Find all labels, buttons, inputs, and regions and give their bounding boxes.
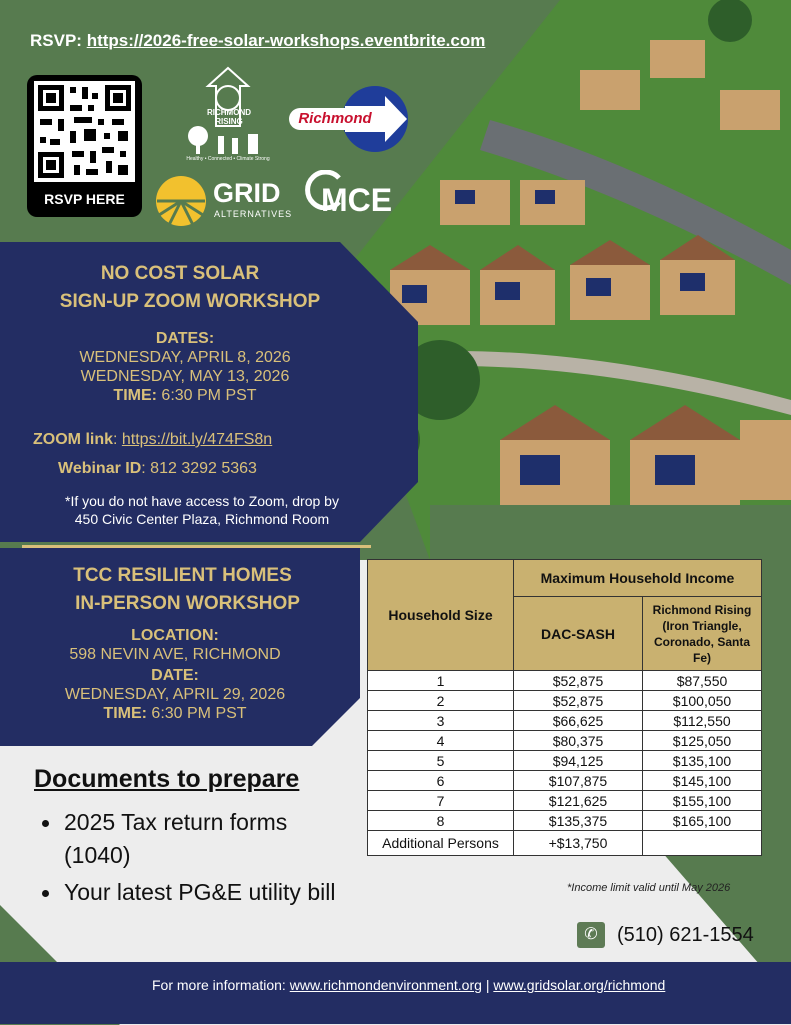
table-row bbox=[368, 691, 762, 711]
zoom-title-line1: NO COST SOLAR bbox=[100, 263, 260, 284]
grid-sub-text: ALTERNATIVES bbox=[214, 209, 293, 219]
table-row bbox=[368, 831, 762, 856]
city-of-richmond-logo bbox=[287, 84, 412, 154]
table-row bbox=[368, 771, 762, 791]
rsvp-label: RSVP: bbox=[30, 31, 82, 50]
footer-separator: | bbox=[485, 977, 490, 993]
footer-bar bbox=[0, 962, 791, 1024]
table-row bbox=[368, 791, 762, 811]
zoom-link-line: ZOOM link: https://bit.ly/474FS8n bbox=[33, 431, 273, 448]
income-note: *Income limit valid until May 2026 bbox=[567, 882, 731, 894]
cell-dac-sash: $107,875 bbox=[514, 771, 643, 791]
zoom-time-value: 6:30 PM PST bbox=[161, 387, 257, 404]
zoom-time-label: TIME: bbox=[113, 387, 157, 404]
webinar-id: 812 3292 5363 bbox=[150, 460, 257, 477]
zoom-dates-block bbox=[20, 330, 350, 405]
header-richmond-rising: Richmond Rising (Iron Triangle, Coronado, Santa Fe) bbox=[643, 597, 762, 671]
location-label: LOCATION: bbox=[131, 627, 219, 644]
table-row bbox=[368, 751, 762, 771]
inperson-date-label: DATE: bbox=[151, 667, 199, 684]
zoom-title-line2: SIGN-UP ZOOM WORKSHOP bbox=[59, 291, 321, 312]
cell-richmond-rising: $145,100 bbox=[643, 771, 762, 791]
cell-household-size: 3 bbox=[368, 711, 514, 731]
zoom-date-1: WEDNESDAY, APRIL 8, 2026 bbox=[79, 349, 291, 366]
cell-richmond-rising: $135,100 bbox=[643, 751, 762, 771]
webinar-id-line: Webinar ID: 812 3292 5363 bbox=[58, 460, 257, 477]
cell-richmond-rising: $100,050 bbox=[643, 691, 762, 711]
cell-richmond-rising: $165,100 bbox=[643, 811, 762, 831]
inperson-details bbox=[30, 627, 320, 723]
richmond-city-text: Richmond bbox=[298, 110, 372, 127]
zoom-workshop-title bbox=[0, 260, 360, 316]
phone-icon: ✆ bbox=[577, 922, 605, 948]
zoom-note-line2: 450 Civic Center Plaza, Richmond Room bbox=[74, 511, 330, 527]
zoom-date-2: WEDNESDAY, MAY 13, 2026 bbox=[80, 368, 290, 385]
inperson-time-value: 6:30 PM PST bbox=[151, 705, 247, 722]
footer-prefix: For more information: bbox=[152, 977, 286, 993]
footer-info bbox=[152, 977, 665, 993]
cell-richmond-rising: $155,100 bbox=[643, 791, 762, 811]
webinar-label: Webinar ID bbox=[58, 460, 142, 477]
cell-richmond-rising bbox=[643, 831, 762, 856]
zoom-link-label: ZOOM link bbox=[33, 431, 113, 448]
header-dac-sash: DAC-SASH bbox=[514, 597, 643, 671]
richmond-rising-logo bbox=[178, 66, 278, 166]
qr-label: RSVP HERE bbox=[44, 191, 125, 207]
cell-dac-sash: $94,125 bbox=[514, 751, 643, 771]
zoom-access-note bbox=[22, 492, 382, 528]
document-item: 2025 Tax return forms (1040) bbox=[34, 806, 354, 872]
section-divider bbox=[22, 545, 371, 548]
cell-household-size: 8 bbox=[368, 811, 514, 831]
table-row bbox=[368, 711, 762, 731]
cell-dac-sash: +$13,750 bbox=[514, 831, 643, 856]
inperson-date-value: WEDNESDAY, APRIL 29, 2026 bbox=[64, 686, 286, 703]
table-row bbox=[368, 671, 762, 691]
grid-alternatives-logo bbox=[155, 173, 295, 228]
richmond-rising-tagline: Healthy • Connected • Climate Strong bbox=[186, 156, 270, 162]
phone-number[interactable]: (510) 621-1554 bbox=[617, 924, 754, 946]
cell-dac-sash: $80,375 bbox=[514, 731, 643, 751]
cell-richmond-rising: $125,050 bbox=[643, 731, 762, 751]
mce-text: MCE bbox=[321, 182, 393, 218]
cell-household-size: 5 bbox=[368, 751, 514, 771]
cell-dac-sash: $135,375 bbox=[514, 811, 643, 831]
table-body bbox=[368, 671, 762, 856]
grid-text: GRID bbox=[213, 178, 281, 208]
zoom-note-line1: *If you do not have access to Zoom, drop by bbox=[65, 493, 339, 509]
inperson-title-line2: IN-PERSON WORKSHOP bbox=[75, 593, 300, 614]
documents-list bbox=[34, 806, 354, 913]
inperson-time-label: TIME: bbox=[103, 705, 147, 722]
rsvp-line bbox=[30, 31, 485, 51]
cell-household-size: 1 bbox=[368, 671, 514, 691]
cell-dac-sash: $121,625 bbox=[514, 791, 643, 811]
cell-household-size: 2 bbox=[368, 691, 514, 711]
qr-code-image bbox=[34, 81, 135, 182]
rsvp-link[interactable]: https://2026-free-solar-workshops.eventbrite.com bbox=[86, 31, 486, 50]
cell-household-size: 4 bbox=[368, 731, 514, 751]
cell-richmond-rising: $87,550 bbox=[643, 671, 762, 691]
mce-logo bbox=[303, 168, 405, 228]
inperson-workshop-title bbox=[0, 562, 370, 618]
cell-richmond-rising: $112,550 bbox=[643, 711, 762, 731]
cell-dac-sash: $52,875 bbox=[514, 691, 643, 711]
footer-link-richmondenvironment[interactable]: www.richmondenvironment.org bbox=[289, 977, 482, 993]
table-row bbox=[368, 731, 762, 751]
header-max-income: Maximum Household Income bbox=[514, 560, 762, 597]
zoom-link[interactable]: https://bit.ly/474FS8n bbox=[121, 431, 273, 448]
document-item: Your latest PG&E utility bill bbox=[34, 876, 354, 909]
rsvp-qr-code[interactable] bbox=[27, 75, 142, 217]
income-limits-table bbox=[367, 559, 762, 856]
table-row bbox=[368, 811, 762, 831]
footer-link-gridsolar[interactable]: www.gridsolar.org/richmond bbox=[493, 977, 666, 993]
dates-label: DATES: bbox=[155, 330, 215, 347]
cell-household-size: 7 bbox=[368, 791, 514, 811]
location-value: 598 NEVIN AVE, RICHMOND bbox=[69, 646, 281, 663]
documents-title: Documents to prepare bbox=[34, 765, 300, 793]
richmond-rising-text: RICHMOND RISING bbox=[207, 108, 251, 126]
cell-dac-sash: $66,625 bbox=[514, 711, 643, 731]
cell-household-size: Additional Persons bbox=[368, 831, 514, 856]
cell-household-size: 6 bbox=[368, 771, 514, 791]
header-household-size: Household Size bbox=[368, 560, 514, 671]
inperson-title-line1: TCC RESILIENT HOMES bbox=[73, 565, 292, 586]
cell-dac-sash: $52,875 bbox=[514, 671, 643, 691]
